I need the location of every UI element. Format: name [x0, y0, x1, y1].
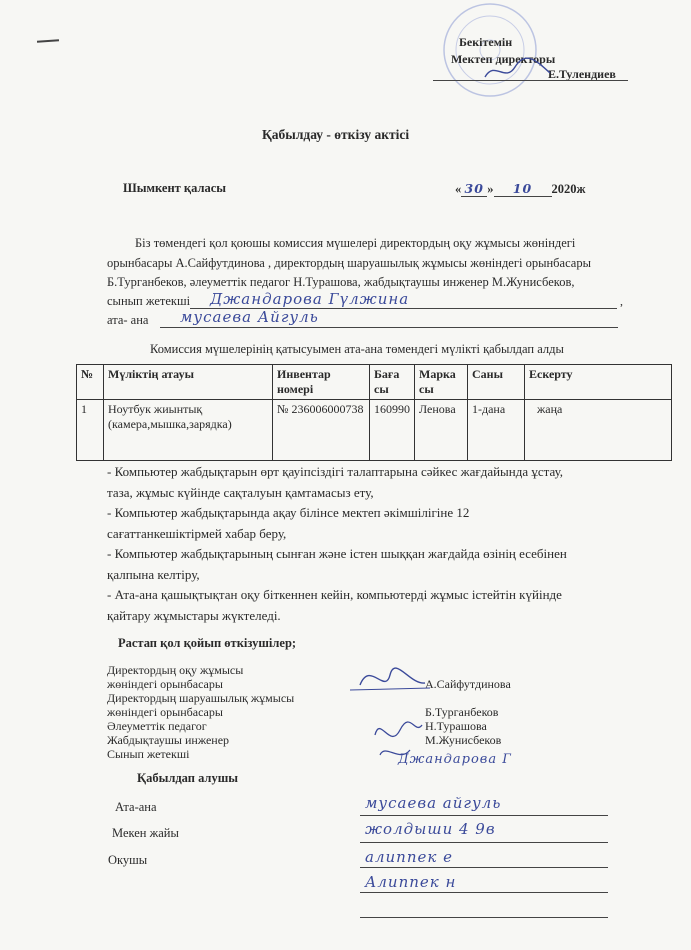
student-value-2: Алиппек н [365, 873, 457, 891]
signer-role: жөніндегі орынбасары [107, 677, 223, 691]
city-label: Шымкент қаласы [123, 181, 227, 195]
signer-name: Б.Турганбеков [425, 705, 499, 719]
date-month: 10 [494, 181, 552, 197]
signer-name: М.Жунисбеков [425, 733, 502, 747]
signer-role: Директордың оқу жұмысы [107, 663, 244, 677]
col-price: Баға сы [370, 365, 415, 400]
cell-number: 1 [77, 400, 104, 461]
teacher-label: сынып жетекші [107, 294, 191, 308]
date-day: 30 [461, 181, 487, 197]
cell-brand: Ленова [415, 400, 468, 461]
extra-line [360, 917, 608, 918]
rule-line: сағаттанкешіктірмей хабар беру, [107, 525, 287, 541]
student-label: Окушы [108, 853, 148, 867]
date-field [455, 181, 586, 197]
student-line-2 [360, 892, 608, 893]
rule-line: - Ата-ана қашықтықтан оқу біткеннен кейін, компьютерді жұмыс істейтін күйінде [107, 587, 562, 602]
property-table [76, 364, 672, 461]
parent-line [160, 327, 618, 328]
signer-role: Әлеуметтік педагог [107, 719, 207, 733]
parent-value: мусаева Айгуль [180, 308, 319, 326]
commission-text: Комиссия мүшелерінің қатысуымен ата-ана төмендегі мүлікті қабылдап алды [150, 342, 564, 356]
signatures-scribble [330, 655, 440, 765]
receiver-parent-line [360, 815, 608, 816]
rule-line: - Компьютер жабдықтарының сынған және істен шыққан жағдайда өзінің есебінен [107, 546, 567, 561]
pen-mark [37, 39, 59, 43]
signer-roles [107, 663, 294, 761]
col-number: № [77, 365, 104, 400]
page-title: Қабылдау - өткізу актісі [262, 127, 410, 142]
signer-role: Жабдықтаушы инженер [107, 733, 230, 747]
col-brand: Марка сы [415, 365, 468, 400]
parent-label: ата- ана [107, 313, 149, 327]
table-header-row [77, 365, 672, 400]
receiver-heading: Қабылдап алушы [137, 771, 239, 785]
teacher-line-comma: , [620, 294, 623, 308]
cell-name: Ноутбук жиынтық (камера,мышка,зарядка) [104, 400, 273, 461]
rules-list [107, 462, 667, 626]
col-name: Мүліктің атауы [104, 365, 273, 400]
cell-note: жаңа [525, 400, 672, 461]
cell-price: 160990 [370, 400, 415, 461]
date-mid: » [487, 182, 494, 196]
signer-role: Директордың шаруашылық жұмысы [107, 691, 295, 705]
table-row [77, 400, 672, 461]
date-open: « [455, 182, 462, 196]
signer-name: А.Сайфутдинова [425, 677, 511, 691]
address-label: Мекен жайы [112, 826, 179, 840]
receiver-parent-value: мусаева айгуль [365, 794, 502, 812]
signer-name: Н.Турашова [425, 719, 487, 733]
student-value-1: алиппек е [365, 848, 453, 866]
intro-line-2: орынбасары А.Сайфутдинова , директордың шаруашылық жұмысы жөніндегі орынбасары [107, 256, 591, 270]
col-inventory: Инвентар номері [273, 365, 370, 400]
rule-line: таза, жұмыс күйінде сақталуын қамтамасыз ету, [107, 484, 374, 500]
rule-line: - Компьютер жабдықтарын өрт қауіпсіздігі талаптарына сәйкес жағдайында ұстау, [107, 464, 564, 479]
teacher-value: Джандарова Гүлжина [210, 290, 410, 308]
col-note: Ескерту [525, 365, 672, 400]
address-line [360, 842, 608, 843]
approval-line-1: Бекітемін [459, 35, 513, 49]
receiver-parent-label: Ата-ана [115, 800, 157, 814]
student-line-1 [360, 867, 608, 868]
rule-line: қайтару жұмыстары жүктеледі. [107, 607, 281, 623]
date-year: 2020ж [551, 182, 586, 196]
confirm-heading: Растап қол қойып өткізушілер; [118, 636, 297, 650]
rule-line: - Компьютер жабдықтарында ақау білінсе мектеп әкімшілігіне 12 [107, 505, 470, 520]
director-signature [480, 55, 560, 85]
approval-line-2: Мектеп директоры [451, 52, 556, 66]
rule-line: қалпына келтіру, [107, 566, 200, 582]
intro-line-1: Біз төмендегі қол қоюшы комиссия мүшелері директордың оқу жұмысы жөніндегі [135, 236, 576, 250]
col-quantity: Саны [468, 365, 525, 400]
intro-line-3: Б.Турганбеков, әлеуметтік педагог Н.Турашова, жабдықтаушы инженер М.Жунисбеков, [107, 275, 575, 289]
signer-role: жөніндегі орынбасары [107, 705, 223, 719]
signer-role: Сынып жетекші [107, 747, 190, 761]
approval-line-3: Е.Тулендиев [548, 67, 616, 81]
teacher-signature: Джандарова Г [398, 752, 512, 767]
cell-inventory: № 236006000738 [273, 400, 370, 461]
address-value: жолдыши 4 9в [365, 820, 496, 838]
cell-quantity: 1-дана [468, 400, 525, 461]
